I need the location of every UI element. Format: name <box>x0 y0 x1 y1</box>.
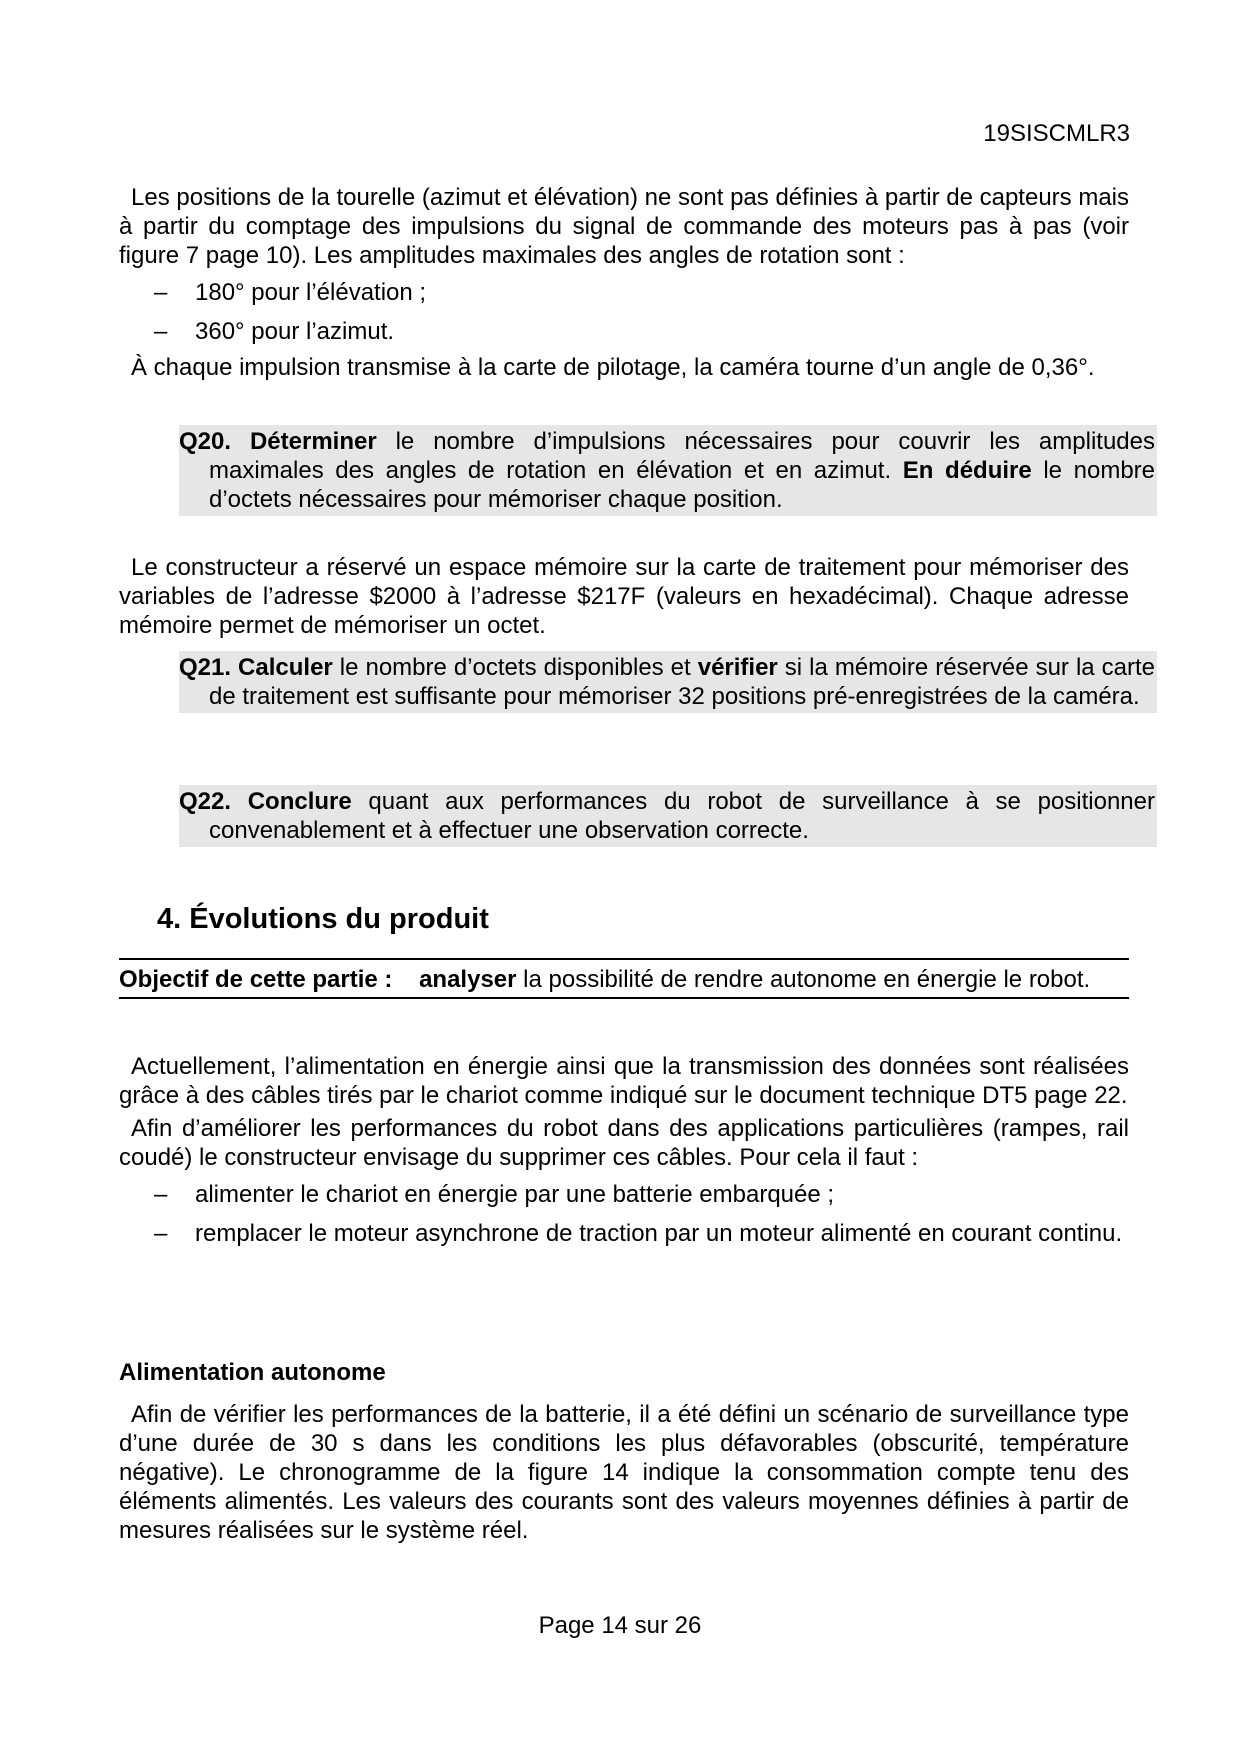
question-verb: Calculer <box>238 654 333 681</box>
energy-paragraph: Actuellement, l’alimentation en énergie ainsi que la transmission des données sont réalisées grâce à des câbles tirés par le chariot comme indiqué sur le document technique DT5 page 22. <box>119 1053 1129 1109</box>
memory-paragraph: Le constructeur a réservé un espace mémoire sur la carte de traitement pour mémoriser des variables de l’adresse $2000 à l’adresse $217F (valeurs en hexadécimal). Chaque adresse mémoire permet de mémoriser un octet. <box>119 554 1129 639</box>
energy-section <box>119 1052 1129 1248</box>
question-text: le nombre d’octets nécessaires pour mémoriser chaque position. <box>209 457 1156 513</box>
battery-paragraph: Afin de vérifier les performances de la batterie, il a été défini un scénario de surveillance type d’une durée de 30 s dans les conditions les plus défavorables (obscurité, température négative). Le chronogramme de la figure 14 indique la consommation compte tenu des éléments alimentés. Les valeurs des courants sont des valeurs moyennes définies à partir de mesures réalisées sur le système réel. <box>119 1401 1129 1544</box>
question-q20 <box>179 425 1157 516</box>
question-verb: Déterminer <box>249 428 377 455</box>
question-text: le nombre d’octets disponibles et <box>332 654 698 681</box>
question-verb: vérifier <box>697 654 778 681</box>
section-heading: 4. Évolutions du produit <box>157 903 489 935</box>
question-text: si la mémoire réservée sur la carte de traitement est suffisante pour mémoriser 32 positions pré-enregistrées de la caméra. <box>209 654 1155 710</box>
intro-section <box>119 183 1129 382</box>
list-item-text: 360° pour l’azimut. <box>195 318 395 345</box>
improvement-paragraph: Afin d’améliorer les performances du robot dans des applications particulières (rampes, rail coudé) le constructeur envisage du supprimer ces câbles. Pour cela il faut : <box>119 1115 1129 1171</box>
intro-paragraph: Les positions de la tourelle (azimut et élévation) ne sont pas définies à partir de capteurs mais à partir du comptage des impulsions du signal de commande des moteurs pas à pas (voir figure 7 page 10). Les amplitudes maximales des angles de rotation sont : <box>119 184 1129 269</box>
page-number: Page 14 sur 26 <box>538 1612 702 1639</box>
objective-verb: analyser <box>419 966 517 993</box>
dash-bullet: – <box>154 279 168 306</box>
divider <box>119 997 1129 999</box>
question-number: Q22. <box>179 788 232 815</box>
dash-bullet: – <box>154 1220 168 1247</box>
list-item <box>119 317 1129 346</box>
list-item <box>119 278 1129 307</box>
list-item <box>119 1219 1129 1248</box>
dash-bullet: – <box>154 318 168 345</box>
objective-text <box>119 960 1129 997</box>
pulse-paragraph: À chaque impulsion transmise à la carte de pilotage, la caméra tourne d’un angle de 0,36°. <box>131 354 1095 381</box>
question-q21 <box>179 651 1157 713</box>
question-q22 <box>179 785 1157 847</box>
subsection-heading: Alimentation autonome <box>119 1359 386 1386</box>
document-code: 19SISCMLR3 <box>983 120 1130 147</box>
question-text: le nombre d’impulsions nécessaires pour couvrir les amplitudes maximales des angles de rotation en élévation et en azimut. <box>209 428 1155 484</box>
objective-label: Objectif de cette partie : <box>119 966 393 993</box>
list-item-text: 180° pour l’élévation ; <box>195 279 427 306</box>
question-text: quant aux performances du robot de surveillance à se positionner convenablement et à effectuer une observation correcte. <box>209 788 1155 844</box>
question-number: Q20. <box>179 428 232 455</box>
requirements-list <box>119 1180 1129 1248</box>
question-verb: Conclure <box>247 788 352 815</box>
question-number: Q21. <box>179 654 232 681</box>
question-verb: En déduire <box>902 457 1032 484</box>
list-item <box>119 1180 1129 1209</box>
dash-bullet: – <box>154 1181 168 1208</box>
objective-description: la possibilité de rendre autonome en énergie le robot. <box>516 966 1091 993</box>
list-item-text: remplacer le moteur asynchrone de traction par un moteur alimenté en courant continu. <box>195 1220 1123 1247</box>
list-item-text: alimenter le chariot en énergie par une batterie embarquée ; <box>195 1181 835 1208</box>
objective-box <box>119 958 1129 999</box>
amplitudes-list <box>119 278 1129 346</box>
